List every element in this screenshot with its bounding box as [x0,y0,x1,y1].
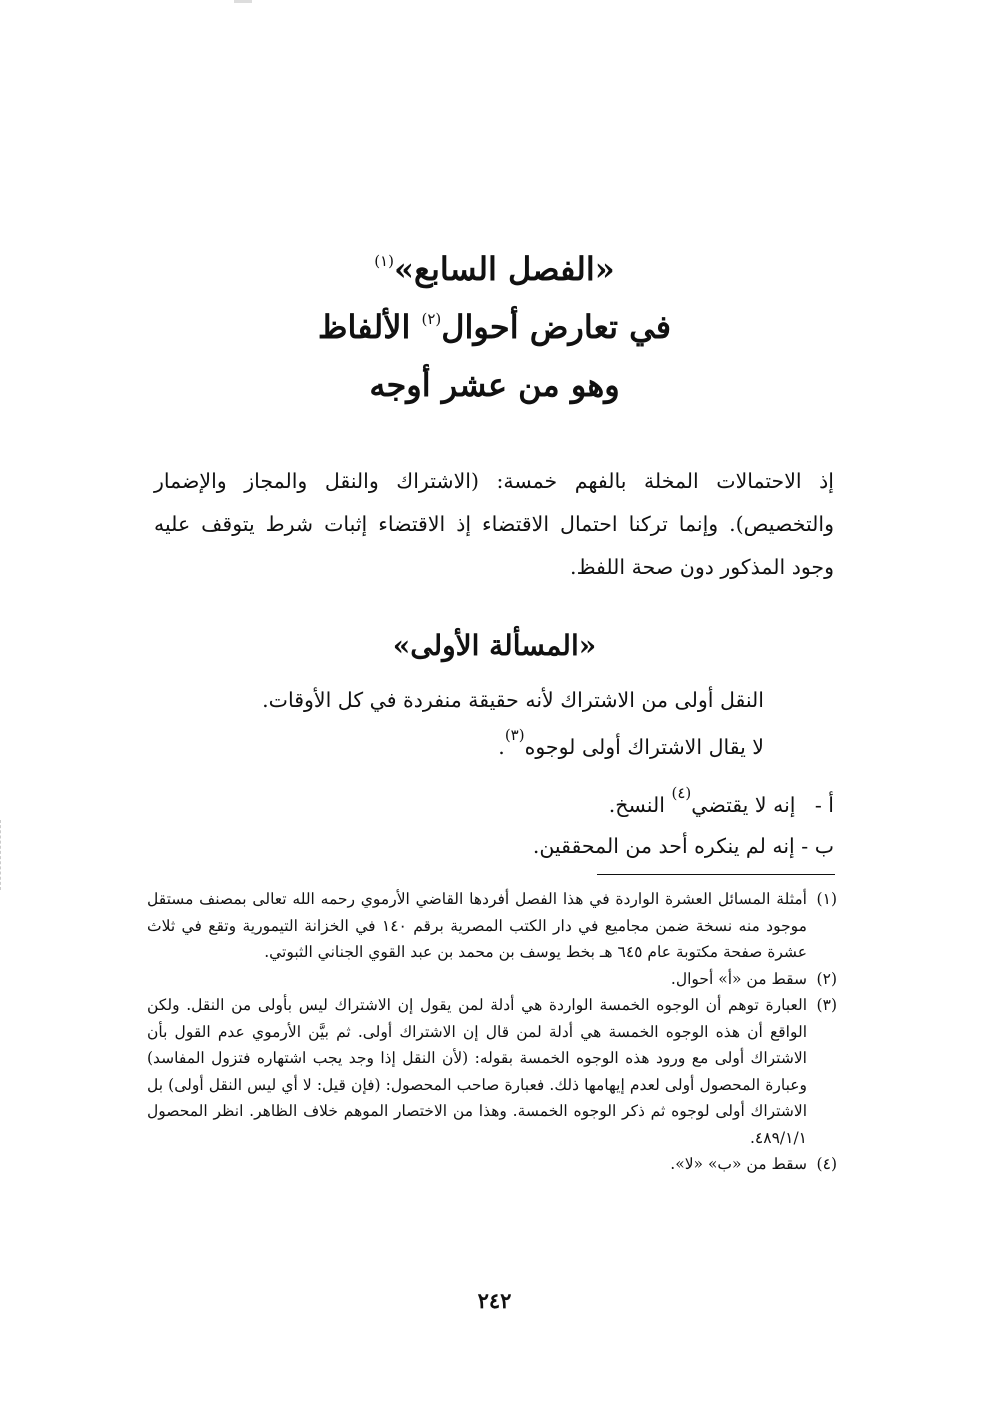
list-item-text: إنه لم ينكره أحد من المحققين. [532,834,802,858]
footnote-ref-4[interactable]: (٤) [671,784,692,802]
footnote-text: أمثلة المسائل العشرة الواردة في هذا الفصل أفردها القاضي الأرموي رحمه الله تعالى بمصنف مستقل موجود منه نسخة ضمن مجاميع في دار الكتب المصرية برقم ١٤٠ في الخزانة التيمورية وتقع في ثلاث عشرة صفحة مكتوبة عام ٦٤٥ هـ بخط يوسف بن محمد بن عبد القوي الجناني الثبوتي. [147,890,807,961]
chapter-title-line-2 [0,298,989,356]
chapter-heading [0,240,989,414]
scan-artifact [234,0,252,3]
footnote-separator [597,874,835,875]
footnote-text: سقط من «أ» أحوال. [670,969,807,988]
intro-paragraph: إذ الاحتمالات المخلة بالفهم خمسة: (الاشتراك والنقل والمجاز والإضمار والتخصيص). وإنما تركنا احتمال الاقتضاء إذ الاقتضاء إثبات شرط يتوقف عليه وجود المذكور دون صحة اللفظ. [154,469,834,579]
chapter-subtitle-part-b: الألفاظ [317,308,422,346]
chapter-subtitle-2: وهو من عشر أوجه [369,366,620,404]
list-marker: أ - [814,793,834,817]
section-paragraph-2-end: . [498,735,505,759]
footnote-1 [147,886,837,966]
list-item [609,785,834,825]
footnote-number: (٤) [816,1155,837,1173]
footnote-ref-3[interactable]: (٣) [504,726,525,744]
footnote-number: (٣) [816,996,837,1014]
list-marker: ب - [801,834,834,858]
scan-margin-artifact [0,820,3,890]
section-paragraph-2-text: لا يقال الاشتراك أولى لوجوه [524,735,764,759]
footnote-number: (١) [816,890,837,908]
footnotes [147,886,837,1178]
footnote-text: سقط من «ب» «لا». [670,1155,807,1173]
section-paragraph-2 [498,727,764,767]
footnote-4 [147,1151,837,1178]
list-item-text-end: النسخ. [608,793,672,817]
footnote-number: (٢) [816,969,837,988]
footnote-ref-2[interactable]: (٢) [421,310,442,328]
section-paragraph-1: النقل أولى من الاشتراك لأنه حقيقة منفردة في كل الأوقات. [262,688,764,712]
chapter-title-line-1 [0,240,989,298]
list-item [533,826,834,866]
chapter-title-line-3 [0,356,989,414]
footnote-2 [147,966,837,993]
page-number: ٢٤٢ [477,1288,512,1313]
footnote-ref-1[interactable]: (١) [374,252,394,270]
footnote-3 [147,992,837,1151]
list-item-text: إنه لا يقتضي [691,793,802,817]
footnote-text: العبارة توهم أن الوجوه الخمسة الواردة هي أدلة لمن يقول إن الاشتراك ليس بأولى من النقل. ولكن الواقع أن هذه الوجوه الخمسة هي أدلة لمن قال إن الاشتراك أولى. ثم بيَّن الأرموي عدم القول بأن الاشتراك أولى مع ورود هذه الوجوه الخمسة بقوله: (لأن النقل إذا وجد يجب اشتهاره فتزول المفاسد) وعبارة المحصول أولى لعدم إيهامها ذلك. فعبارة صاحب المحصول: (فإن قيل: لا أي ليس النقل أولى) بل الاشتراك أولى لوجوه ثم ذكر الوجوه الخمسة. وهذا من الاختصار الموهم خلاف الظاهر. انظر المحصول ٤٨٩/١/١. [147,996,807,1147]
chapter-title: «الفصل السابع» [393,250,615,288]
chapter-subtitle-part-a: في تعارض أحوال [441,308,672,346]
section-title: «المسألة الأولى» [392,629,597,662]
